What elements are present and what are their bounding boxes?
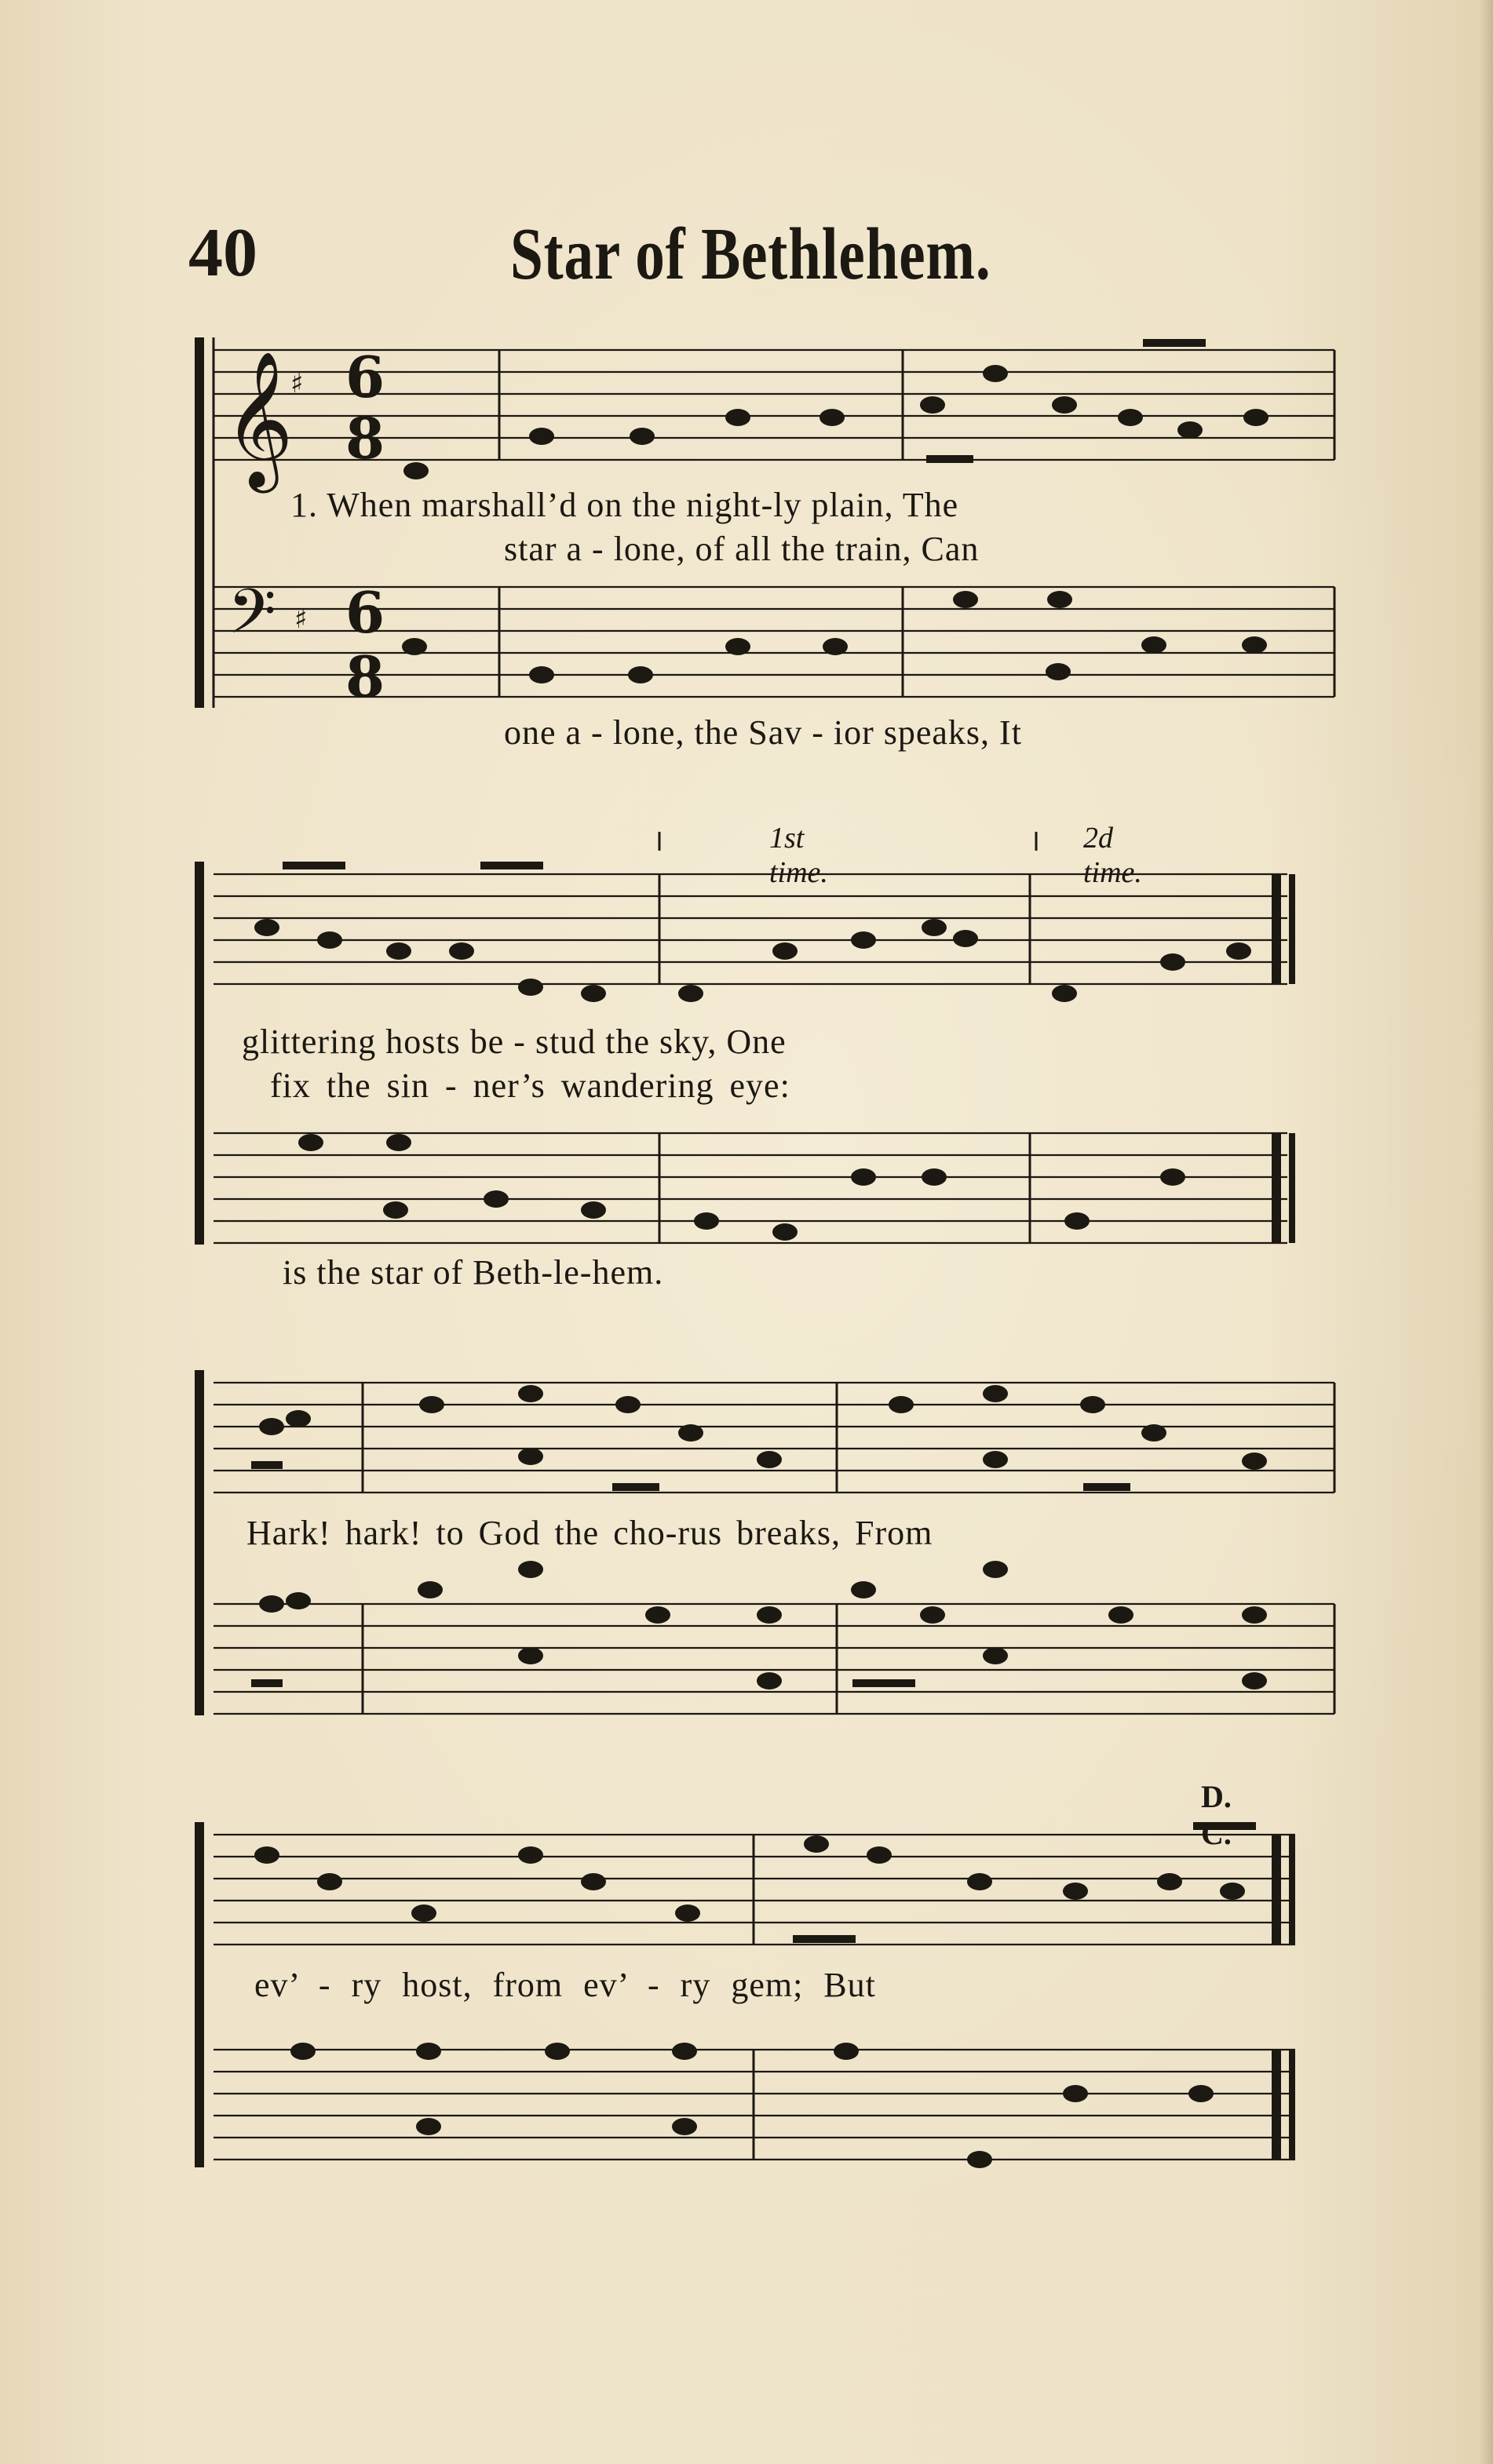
time-signature-bottom: 8 [345, 405, 385, 472]
bass-clef-icon: 𝄢 [228, 575, 276, 663]
first-ending-label: 1st time. [769, 822, 828, 889]
lyric-line: glittering hosts be - stud the sky, One [242, 1022, 787, 1061]
lyric-line: 1. When marshall’d on the night-ly plain, The [290, 486, 959, 524]
lyric-line: is the star of Beth-le-hem. [283, 1253, 664, 1292]
sharp-icon: ♯ [290, 368, 304, 399]
lyric-line: one a - lone, the Sav - ior speaks, It [504, 713, 1022, 752]
lyric-line: fix the sin - ner’s wandering eye: [270, 1066, 790, 1105]
lyric-line: Hark! hark! to God the cho-rus breaks, From [246, 1514, 933, 1552]
treble-clef-icon: 𝄞 [224, 351, 294, 487]
final-barline [1272, 1835, 1295, 2160]
time-signature-top: 6 [345, 579, 385, 646]
second-ending-label: 2d time. [1083, 822, 1142, 889]
da-capo-marking: D. C. [1201, 1779, 1232, 1851]
lyric-line: ev’ - ry host, from ev’ - ry gem; But [254, 1966, 876, 2004]
page-number: 40 [188, 215, 257, 291]
treble-notes [254, 1822, 1256, 1943]
lyric-line: star a - lone, of all the train, Can [504, 530, 980, 568]
time-signature-bottom: 8 [345, 643, 385, 710]
sharp-icon: ♯ [294, 603, 308, 635]
bass-notes [290, 2043, 1214, 2168]
time-signature-top: 6 [345, 344, 385, 410]
page-title: Star of Bethlehem. [510, 213, 991, 295]
